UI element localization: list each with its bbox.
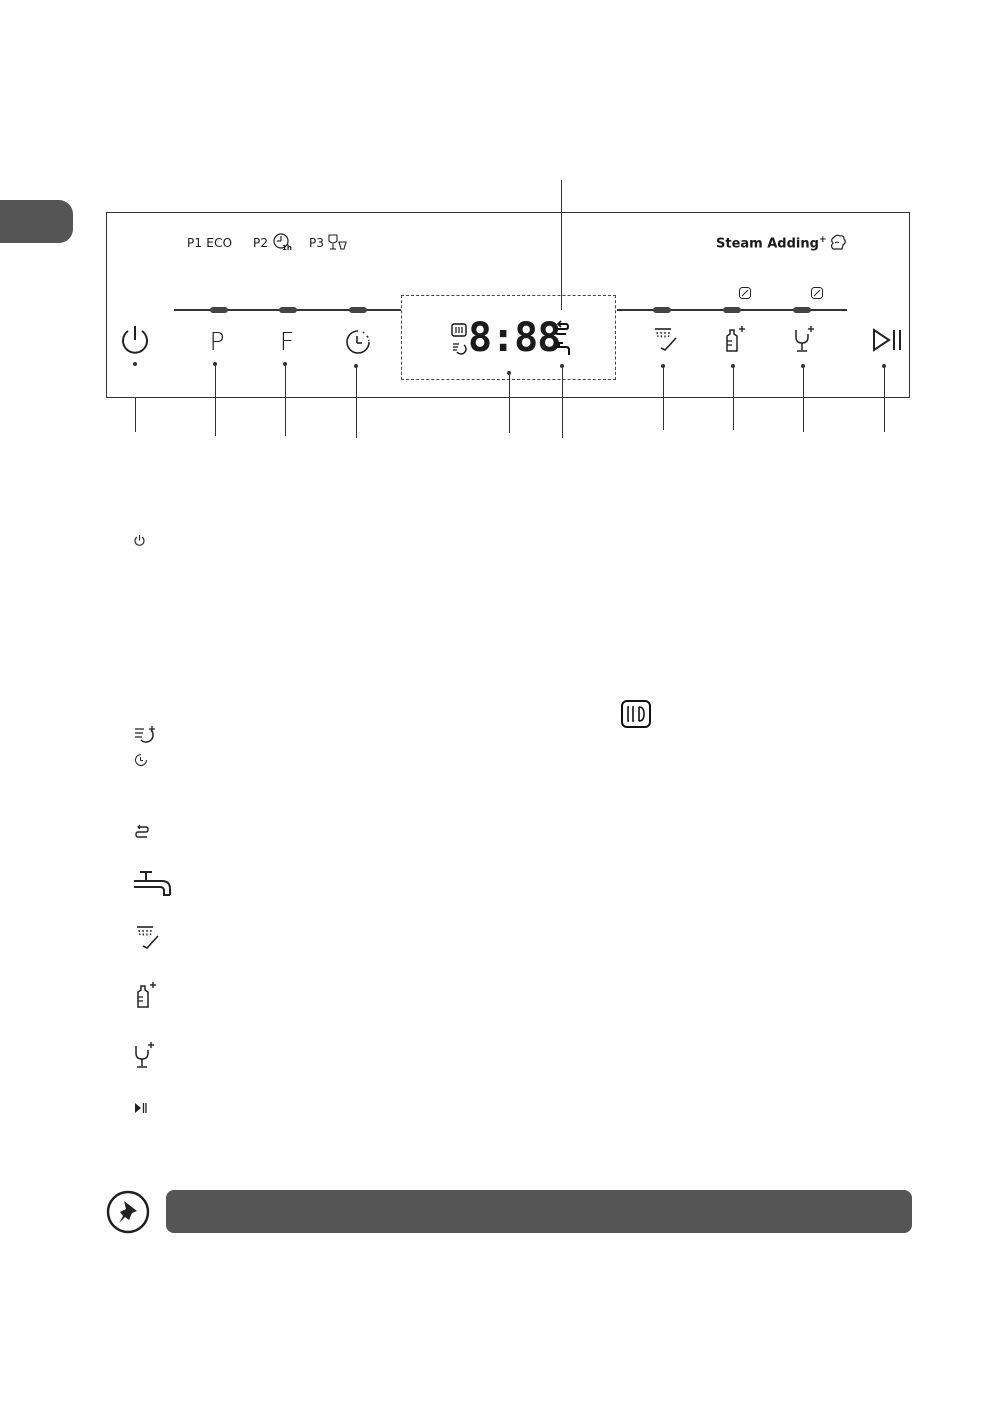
delay-timer-icon [134,753,148,767]
start-pause-icon[interactable] [872,327,904,353]
led-indicator [653,307,671,313]
led-indicator [793,307,811,313]
callout-line [884,368,885,432]
program-label-p2: P2 [253,236,269,250]
steam-adding-label: Steam Adding+ [716,235,827,252]
steam-indicator-icon [810,286,824,300]
lcd-icon [620,699,652,729]
callout-line [803,368,804,432]
callout-line [509,375,510,433]
delay-timer-icon[interactable] [344,328,372,356]
callout-dot [133,362,137,366]
rinse-aid-icon [133,824,151,840]
callout-line [215,366,216,436]
lcd-small-icon [451,323,467,337]
chapter-tab-marker [0,200,73,243]
glass-care-icon [132,1040,158,1070]
salt-tap-icon [132,867,176,899]
steam-indicator-icon [738,286,752,300]
rinse-aid-indicator-icon [554,320,570,338]
baby-bottle-icon[interactable] [722,324,748,354]
led-indicator [210,307,228,313]
led-indicator [279,307,297,313]
note-pin-icon [105,1189,151,1235]
auto-dose-icon [133,724,157,746]
power-icon [133,534,146,547]
spray-arm-icon[interactable] [651,326,679,354]
baby-bottle-icon [133,980,159,1010]
callout-line [356,368,357,438]
glass-care-icon[interactable] [792,324,818,354]
one-hour-badge: 1h [282,244,292,252]
auto-dose-small-icon [451,340,468,356]
program-label-p1-eco: P1 ECO [187,236,233,250]
steam-icon [828,232,848,252]
glasses-icon [326,232,348,252]
salt-indicator-icon [554,340,572,358]
spray-arm-icon [133,924,161,952]
start-pause-icon [134,1102,148,1114]
led-indicator [723,307,741,313]
callout-line [285,366,286,436]
function-button[interactable] [272,326,302,356]
program-label-p3: P3 [309,236,325,250]
program-button-label: P [209,326,225,356]
power-icon[interactable] [118,323,152,357]
function-button-label: F [279,326,295,356]
program-button[interactable] [202,326,232,356]
note-bar [166,1190,912,1233]
callout-line [562,368,563,438]
time-display: 8:88 [468,315,561,361]
callout-line [663,368,664,430]
led-indicator [349,307,367,313]
callout-line [135,398,136,432]
callout-line [733,368,734,430]
